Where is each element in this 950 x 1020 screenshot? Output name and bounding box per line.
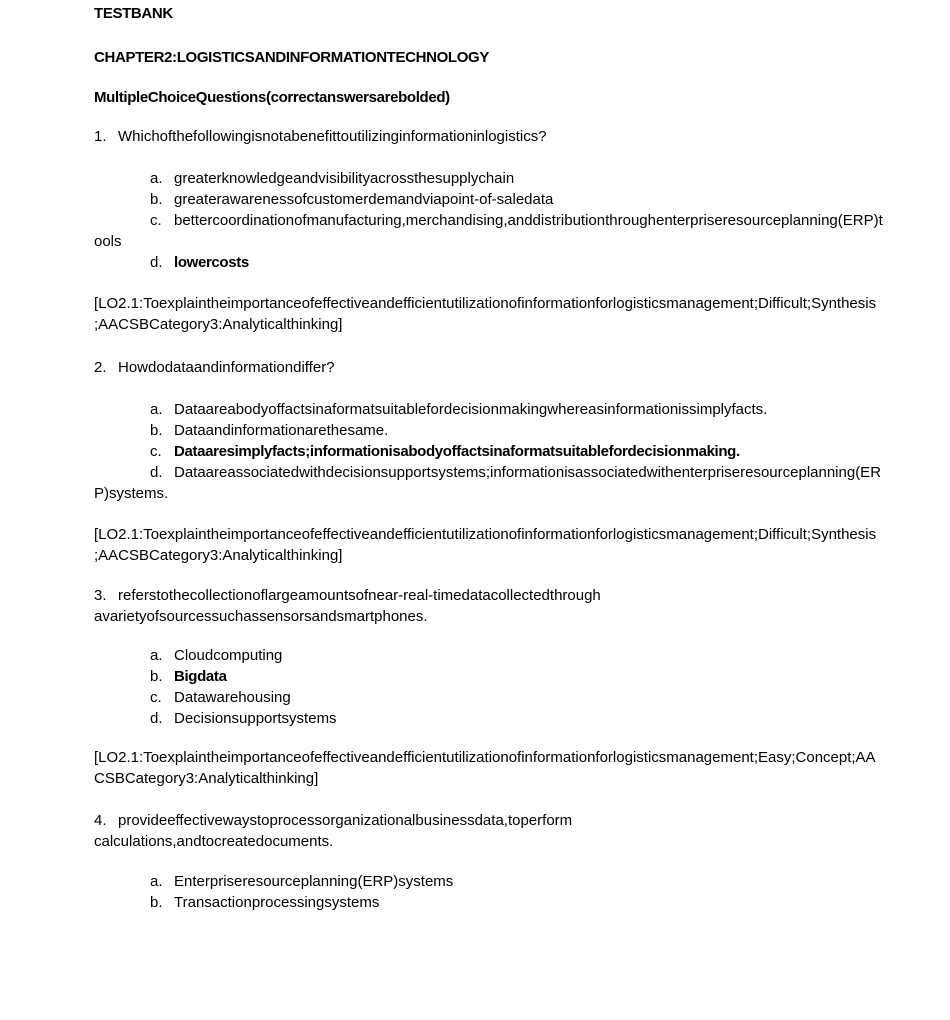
option-a [150,645,936,666]
option-d [150,708,936,729]
option-text-line1: bettercoordinationofmanufacturing,merchandising,anddistributionthroughenterpriseresourceplanning(ERP)t [174,212,883,229]
question-2 [94,357,936,566]
correct-answer-text: lowercosts [174,254,249,271]
reference-line2: ;AACSBCategory3:Analyticalthinking] [94,547,343,564]
question-2-stem [94,357,936,378]
question-number: 2. [94,359,107,376]
option-a [150,168,936,189]
option-text: Transactionprocessingsystems [174,894,380,911]
question-4-options [150,871,936,913]
question-2-reference [94,524,936,566]
question-1-options [94,168,936,273]
correct-answer-text: Bigdata [174,668,227,685]
option-c [94,210,936,252]
option-b [150,666,936,687]
option-letter: b. [150,894,163,911]
option-d [94,462,936,504]
option-a [150,871,936,892]
question-3-options [150,645,936,729]
option-letter: a. [150,647,163,664]
reference-line1: [LO2.1:Toexplaintheimportanceofeffectiveandefficientutilizationofinformationforlogisticsmanagement;Easy;Concept;AA [94,749,876,766]
option-b [150,189,936,210]
chapter-title: CHAPTER2:LOGISTICSANDINFORMATIONTECHNOLOGY [94,49,490,66]
option-text-line2: ools [94,233,122,250]
question-1-stem [94,126,936,147]
option-letter: d. [150,710,163,727]
question-3-reference [94,747,936,789]
reference-line1: [LO2.1:Toexplaintheimportanceofeffectiveandefficientutilizationofinformationforlogisticsmanagement;Difficult;Synthesis [94,295,877,312]
option-b [150,892,936,913]
question-1 [94,126,936,335]
question-4-stem [94,810,936,831]
section-title: MultipleChoiceQuestions(correctanswersarebolded) [94,89,450,106]
option-letter: d. [150,254,163,271]
option-a [150,399,936,420]
option-c [150,687,936,708]
question-text-line1: referstothecollectionoflargeamountsofnear-real-timedatacollectedthrough [118,587,601,604]
option-text: Dataandinformationarethesame. [174,422,389,439]
question-text-line1: provideeffectivewaystoprocessorganizationalbusinessdata,toperform [118,812,573,829]
option-letter: a. [150,401,163,418]
option-letter: c. [150,212,162,229]
option-letter: b. [150,191,163,208]
option-text: Dataareabodyoffactsinaformatsuitablefordecisionmakingwhereasinformationissimplyfacts. [174,401,768,418]
option-letter: a. [150,170,163,187]
option-letter: a. [150,873,163,890]
option-text: Cloudcomputing [174,647,283,664]
question-4 [94,810,936,913]
question-2-options [94,399,936,504]
question-text-line2: avarietyofsourcessuchassensorsandsmartphones. [94,608,428,625]
option-text: Decisionsupportsystems [174,710,337,727]
option-text: greaterawarenessofcustomerdemandviapoint-of-saledata [174,191,554,208]
question-3 [94,585,936,789]
reference-line2: CSBCategory3:Analyticalthinking] [94,770,319,787]
option-c [150,441,936,462]
option-letter: c. [150,443,162,460]
option-text: greaterknowledgeandvisibilityacrossthesupplychain [174,170,515,187]
reference-line2: ;AACSBCategory3:Analyticalthinking] [94,316,343,333]
testbank-header: TESTBANK [94,5,173,22]
question-number: 1. [94,128,107,145]
correct-answer-text: Dataaresimplyfacts;informationisabodyoffactsinaformatsuitablefordecisionmaking. [174,443,740,460]
option-letter: d. [150,464,163,481]
question-text: Howdodataandinformationdiffer? [118,359,335,376]
option-letter: c. [150,689,162,706]
option-d [150,252,936,273]
question-1-reference [94,293,936,335]
option-text-line1: Dataareassociatedwithdecisionsupportsystems;informationisassociatedwithenterpriseresourceplanning(ER [174,464,882,481]
question-number: 4. [94,812,107,829]
option-text: Enterpriseresourceplanning(ERP)systems [174,873,454,890]
question-number: 3. [94,587,107,604]
option-text: Datawarehousing [174,689,291,706]
option-letter: b. [150,668,163,685]
option-b [150,420,936,441]
reference-line1: [LO2.1:Toexplaintheimportanceofeffectiveandefficientutilizationofinformationforlogisticsmanagement;Difficult;Synthesis [94,526,877,543]
question-text: Whichofthefollowingisnotabenefittoutilizinginformationinlogistics? [118,128,547,145]
option-letter: b. [150,422,163,439]
option-text-line2: P)systems. [94,485,169,502]
question-3-stem [94,585,936,606]
question-text-line2: calculations,andtocreatedocuments. [94,833,334,850]
